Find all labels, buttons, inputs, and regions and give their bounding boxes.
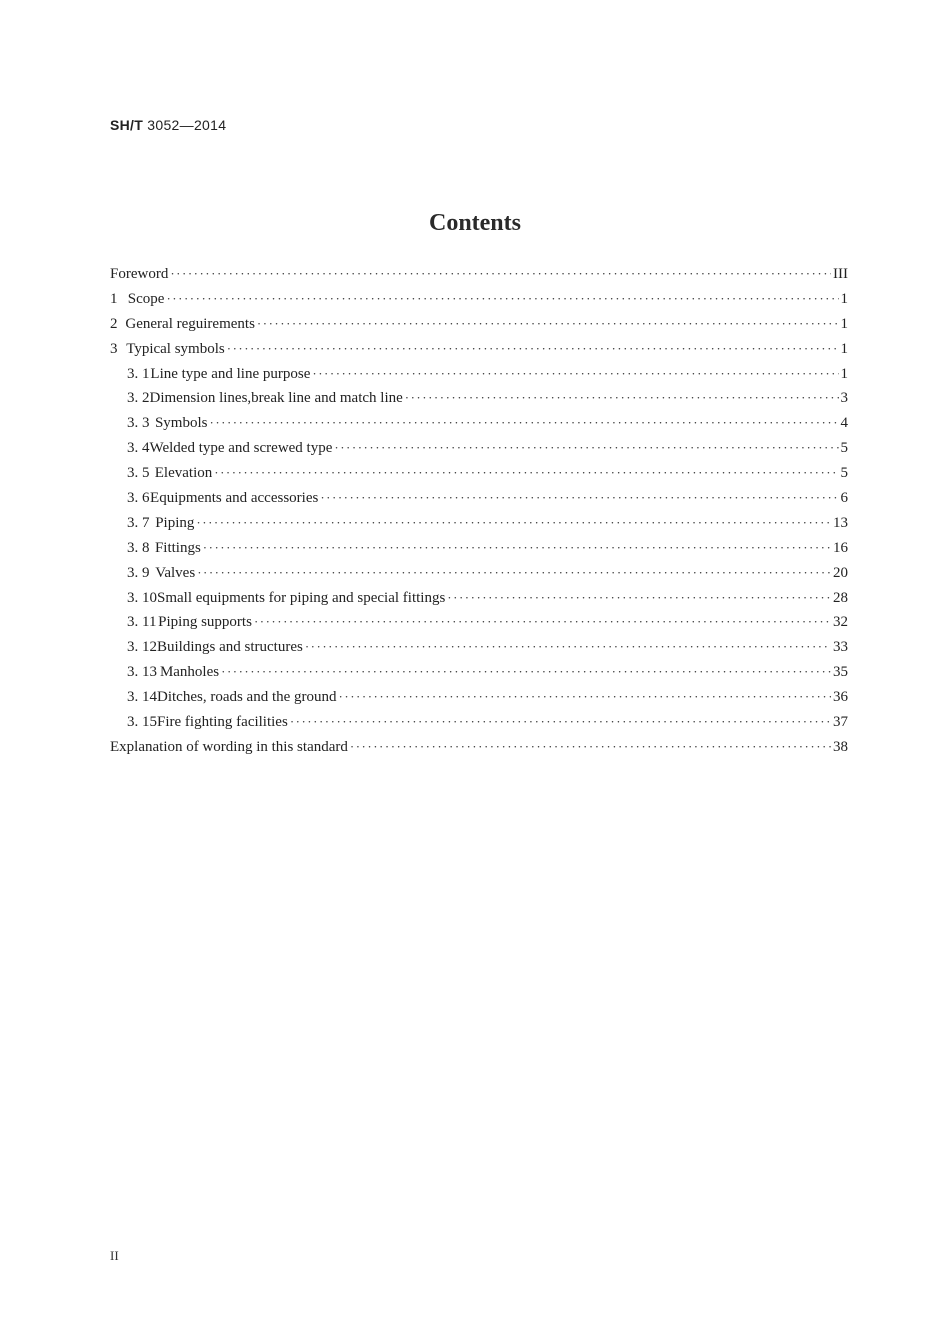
- page-title: Contents: [428, 210, 521, 237]
- toc-entry[interactable]: [110, 465, 848, 490]
- toc-leader-dots: [305, 639, 831, 655]
- document-code-prefix: SH/T: [110, 117, 144, 133]
- toc-entry-number: 3. 2: [127, 390, 150, 407]
- toc-entry[interactable]: [110, 614, 848, 639]
- toc-entry-page: 35: [833, 664, 848, 681]
- toc-entry-number: 3. 10: [127, 589, 157, 606]
- document-code: [110, 117, 226, 133]
- toc-entry-page: III: [833, 266, 848, 282]
- toc-leader-dots: [227, 341, 839, 357]
- toc-entry-page: 16: [833, 539, 848, 556]
- toc-entry-title: General reguirements: [125, 315, 255, 332]
- toc-entry-page: 37: [833, 714, 848, 731]
- toc-entry-number: 3. 9: [127, 564, 150, 581]
- toc-entry-page: 6: [840, 490, 848, 507]
- toc-entry-page: 3: [840, 390, 848, 407]
- toc-entry[interactable]: [110, 515, 848, 540]
- toc-entry-number: 3. 3: [127, 415, 150, 432]
- toc-leader-dots: [209, 415, 838, 431]
- toc-leader-dots: [290, 714, 831, 730]
- toc-entry[interactable]: [110, 540, 848, 565]
- toc-leader-dots: [221, 664, 831, 680]
- toc-entry-number: 3. 13: [127, 664, 157, 681]
- toc-entry-number: 3. 6: [127, 490, 150, 507]
- toc-entry-title: Elevation: [154, 465, 213, 482]
- toc-entry-page: 5: [840, 440, 848, 457]
- toc-leader-dots: [257, 316, 839, 332]
- toc-entry[interactable]: [110, 714, 848, 739]
- toc-entry-page: 36: [833, 689, 848, 706]
- toc-entry-number: 3. 12: [127, 639, 157, 656]
- toc-leader-dots: [320, 490, 838, 506]
- toc-entry-title: Explanation of wording in this standard: [110, 738, 348, 755]
- toc-leader-dots: [203, 540, 831, 556]
- toc-entry[interactable]: [110, 689, 848, 714]
- toc-entry-page: 38: [833, 738, 848, 755]
- toc-entry-number: 3. 11: [127, 614, 157, 631]
- toc-entry-number: 3. 14: [127, 689, 157, 706]
- toc-entry[interactable]: [110, 291, 848, 316]
- toc-leader-dots: [166, 291, 838, 307]
- toc-entry-title: Piping supports: [158, 614, 252, 631]
- toc-leader-dots: [405, 390, 839, 406]
- toc-entry[interactable]: [110, 316, 848, 341]
- toc-entry-title: Manholes: [159, 664, 220, 681]
- toc-entry-page: 1: [840, 340, 848, 357]
- toc-entry[interactable]: [110, 341, 848, 366]
- toc-entry-page: 20: [833, 564, 848, 581]
- toc-entry[interactable]: [110, 639, 848, 664]
- toc-entry-title: Line type and line purpose: [150, 365, 311, 382]
- toc-leader-dots: [214, 465, 838, 481]
- toc-entry-number: 3: [110, 340, 118, 357]
- toc-entry-title: Equipments and accessories: [150, 490, 319, 507]
- toc-entry-page: 28: [833, 589, 848, 606]
- toc-entry[interactable]: [110, 590, 848, 615]
- table-of-contents: [110, 266, 848, 764]
- toc-entry-number: 3. 5: [127, 465, 150, 482]
- toc-entry-title: Dimension lines,break line and match line: [149, 390, 403, 407]
- toc-entry-title: Fire fighting facilities: [157, 714, 288, 731]
- toc-entry[interactable]: [110, 739, 848, 764]
- toc-entry-number: 3. 8: [127, 539, 150, 556]
- toc-leader-dots: [197, 565, 831, 581]
- toc-leader-dots: [334, 440, 838, 456]
- toc-entry-number: 2: [110, 315, 118, 332]
- toc-entry-page: 4: [840, 415, 848, 432]
- toc-entry-page: 13: [833, 514, 848, 531]
- toc-entry-page: 1: [840, 365, 848, 382]
- toc-entry-title: Piping: [155, 514, 195, 531]
- toc-entry-title: Symbols: [154, 415, 208, 432]
- toc-entry-title: Fittings: [154, 539, 201, 556]
- toc-leader-dots: [196, 515, 831, 531]
- toc-entry-title: Scope: [127, 290, 165, 307]
- toc-entry[interactable]: [110, 266, 848, 291]
- toc-leader-dots: [350, 739, 831, 755]
- toc-entry-number: 3. 4: [127, 440, 150, 457]
- toc-entry[interactable]: [110, 565, 848, 590]
- toc-entry[interactable]: [110, 490, 848, 515]
- page-number: II: [110, 1248, 119, 1263]
- toc-entry-page: 1: [840, 315, 848, 332]
- toc-entry-number: 1: [110, 290, 118, 307]
- toc-entry[interactable]: [110, 440, 848, 465]
- toc-entry-page: 33: [833, 639, 848, 656]
- toc-entry[interactable]: [110, 366, 848, 391]
- toc-entry-number: 3. 15: [127, 714, 157, 731]
- toc-entry-title: Buildings and structures: [157, 639, 303, 656]
- toc-entry[interactable]: [110, 390, 848, 415]
- toc-leader-dots: [254, 614, 831, 630]
- toc-entry-title: Welded type and screwed type: [149, 440, 333, 457]
- toc-leader-dots: [312, 366, 838, 382]
- toc-entry-page: 1: [840, 290, 848, 307]
- toc-entry-number: 3. 1: [127, 365, 150, 382]
- toc-entry-number: 3. 7: [127, 514, 150, 531]
- toc-entry-title: Small equipments for piping and special fittings: [157, 589, 446, 606]
- toc-entry[interactable]: [110, 664, 848, 689]
- toc-leader-dots: [170, 266, 831, 282]
- toc-entry-title: Foreword: [110, 266, 169, 282]
- toc-leader-dots: [339, 689, 831, 705]
- toc-entry-title: Ditches, roads and the ground: [157, 689, 337, 706]
- toc-entry-page: 32: [833, 614, 848, 631]
- toc-entry-page: 5: [840, 465, 848, 482]
- document-code-number: 3052—2014: [147, 117, 227, 133]
- toc-entry[interactable]: [110, 415, 848, 440]
- toc-leader-dots: [447, 590, 831, 606]
- toc-entry-title: Typical symbols: [126, 340, 225, 357]
- toc-entry-title: Valves: [155, 564, 196, 581]
